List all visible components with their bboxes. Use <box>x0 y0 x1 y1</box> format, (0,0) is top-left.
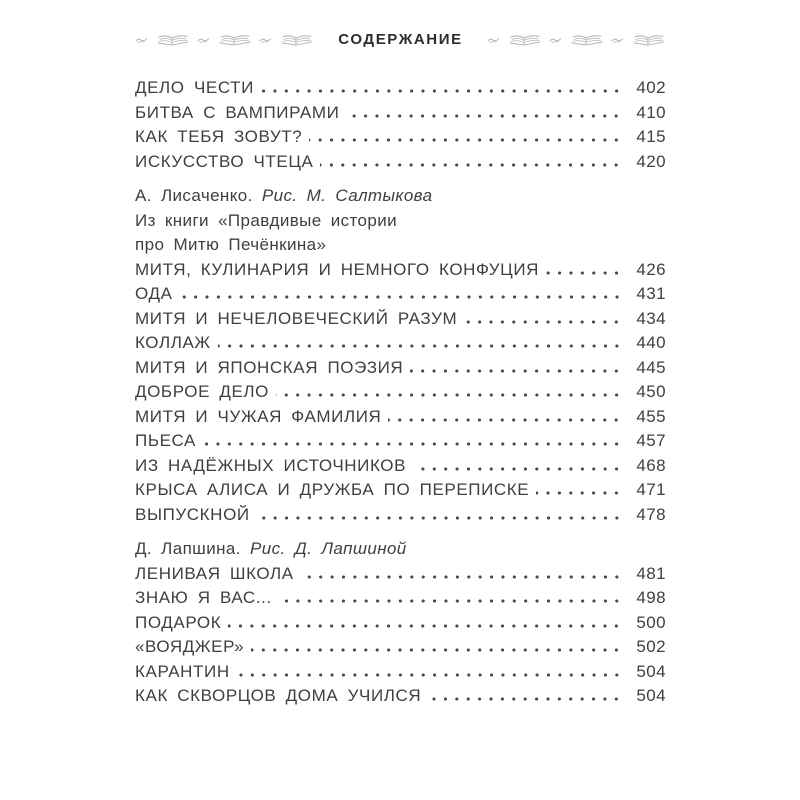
toc-entry <box>135 125 666 150</box>
dot-leader <box>257 516 626 520</box>
dot-leader <box>279 599 626 603</box>
scribble-doodle-icon <box>611 35 625 44</box>
dot-leader <box>237 673 626 677</box>
page-number: 402 <box>636 78 666 97</box>
page-number: 434 <box>636 308 666 328</box>
open-book-doodle-icon <box>218 32 252 47</box>
toc-entry <box>135 282 666 307</box>
dot-leader <box>180 295 626 299</box>
toc-entry <box>135 380 666 405</box>
author-name: А. Лисаченко. <box>135 186 262 205</box>
entry-title: ВЫПУСКНОЙ <box>135 504 250 524</box>
entry-title: МИТЯ И НЕЧЕЛОВЕЧЕСКИЙ РАЗУМ <box>135 308 458 328</box>
dot-leader <box>309 138 626 142</box>
entry-title: ИСКУССТВО ЧТЕЦА <box>135 151 314 171</box>
toc-entry <box>135 76 666 101</box>
open-book-doodle-icon <box>508 32 542 47</box>
header-decoration-right <box>477 32 666 47</box>
page-number: 500 <box>636 612 666 632</box>
page-number: 468 <box>636 455 666 475</box>
entry-title: МИТЯ, КУЛИНАРИЯ И НЕМНОГО КОНФУЦИЯ <box>135 259 540 279</box>
page-number: 498 <box>636 588 666 607</box>
entry-title: ЗНАЮ Я ВАС... <box>135 588 272 607</box>
toc-entry <box>135 611 666 636</box>
toc-entry <box>135 101 666 126</box>
dot-leader <box>276 393 626 397</box>
page-number: 431 <box>636 284 666 303</box>
entry-title: КАРАНТИН <box>135 661 230 681</box>
toc-entry <box>135 331 666 356</box>
entry-title: БИТВА С ВАМПИРАМИ <box>135 102 340 122</box>
toc-entry <box>135 405 666 430</box>
entry-title: «ВОЯДЖЕР» <box>135 637 245 656</box>
dot-leader <box>536 491 626 495</box>
scribble-doodle-icon <box>549 35 563 44</box>
toc-entry <box>135 429 666 454</box>
entry-title: МИТЯ И ЧУЖАЯ ФАМИЛИЯ <box>135 406 382 426</box>
toc-list <box>135 76 666 709</box>
author-line <box>135 537 666 562</box>
page-number: 450 <box>636 382 666 401</box>
page-number: 415 <box>636 127 666 146</box>
toc-entry <box>135 503 666 528</box>
author-name: Д. Лапшина. <box>135 539 250 558</box>
toc-section <box>135 537 666 709</box>
page-number: 455 <box>636 406 666 426</box>
open-book-doodle-icon <box>280 32 314 47</box>
entry-title: КРЫСА АЛИСА И ДРУЖБА ПО ПЕРЕПИСКЕ <box>135 480 530 499</box>
dot-leader <box>546 271 626 275</box>
dot-leader <box>261 89 626 93</box>
toc-section <box>135 76 666 174</box>
illustrator-credit: Рис. Д. Лапшиной <box>250 539 407 558</box>
toc-entry <box>135 635 666 660</box>
entry-title: ОДА <box>135 284 173 303</box>
page-number: 471 <box>636 480 666 499</box>
scribble-doodle-icon <box>487 35 501 44</box>
toc-entry <box>135 307 666 332</box>
scribble-doodle-icon <box>197 35 211 44</box>
page-number: 504 <box>636 661 666 681</box>
entry-title: КАК СКВОРЦОВ ДОМА УЧИЛСЯ <box>135 686 422 705</box>
toc-entry <box>135 478 666 503</box>
toc-entry <box>135 586 666 611</box>
page-number: 420 <box>636 151 666 171</box>
scribble-doodle-icon <box>259 35 273 44</box>
entry-title: КОЛЛАЖ <box>135 333 211 352</box>
author-line <box>135 184 666 209</box>
dot-leader <box>413 467 626 471</box>
entry-title: МИТЯ И ЯПОНСКАЯ ПОЭЗИЯ <box>135 357 404 377</box>
dot-leader <box>251 648 626 652</box>
page-number: 481 <box>636 563 666 583</box>
entry-title: ЛЕНИВАЯ ШКОЛА <box>135 563 294 583</box>
dot-leader <box>428 697 626 701</box>
dot-leader <box>346 114 626 118</box>
source-book-note: про Митю Печёнкина» <box>135 235 327 254</box>
open-book-doodle-icon <box>156 32 190 47</box>
toc-entry <box>135 562 666 587</box>
contents-title: СОДЕРЖАНИЕ <box>338 30 463 48</box>
dot-leader <box>464 320 626 324</box>
dot-leader <box>203 442 626 446</box>
toc-entry <box>135 684 666 709</box>
entry-title: ДОБРОЕ ДЕЛО <box>135 382 269 401</box>
toc-entry <box>135 356 666 381</box>
entry-title: КАК ТЕБЯ ЗОВУТ? <box>135 127 303 146</box>
toc-entry <box>135 150 666 175</box>
dot-leader <box>218 344 626 348</box>
dot-leader <box>388 418 626 422</box>
entry-title: ИЗ НАДЁЖНЫХ ИСТОЧНИКОВ <box>135 455 407 475</box>
toc-entry <box>135 660 666 685</box>
dot-leader <box>301 575 626 579</box>
illustrator-credit: Рис. М. Салтыкова <box>261 186 433 205</box>
entry-title: ДЕЛО ЧЕСТИ <box>135 78 254 97</box>
scribble-doodle-icon <box>135 35 149 44</box>
dot-leader <box>410 369 626 373</box>
page-number: 410 <box>636 102 666 122</box>
toc-section <box>135 184 666 527</box>
entry-title: ПЬЕСА <box>135 431 196 450</box>
contents-header <box>135 28 666 50</box>
page-number: 445 <box>636 357 666 377</box>
page-number: 457 <box>636 431 666 450</box>
dot-leader <box>320 163 626 167</box>
source-book-note: Из книги «Правдивые истории <box>135 210 398 230</box>
page-number: 478 <box>636 504 666 524</box>
page-number: 502 <box>636 637 666 656</box>
page-number: 440 <box>636 333 666 352</box>
toc-entry <box>135 454 666 479</box>
dot-leader <box>228 624 626 628</box>
toc-entry <box>135 258 666 283</box>
open-book-doodle-icon <box>632 32 666 47</box>
open-book-doodle-icon <box>570 32 604 47</box>
page-number: 426 <box>636 259 666 279</box>
entry-title: ПОДАРОК <box>135 612 222 632</box>
page-number: 504 <box>636 686 666 705</box>
header-decoration-left <box>135 32 324 47</box>
